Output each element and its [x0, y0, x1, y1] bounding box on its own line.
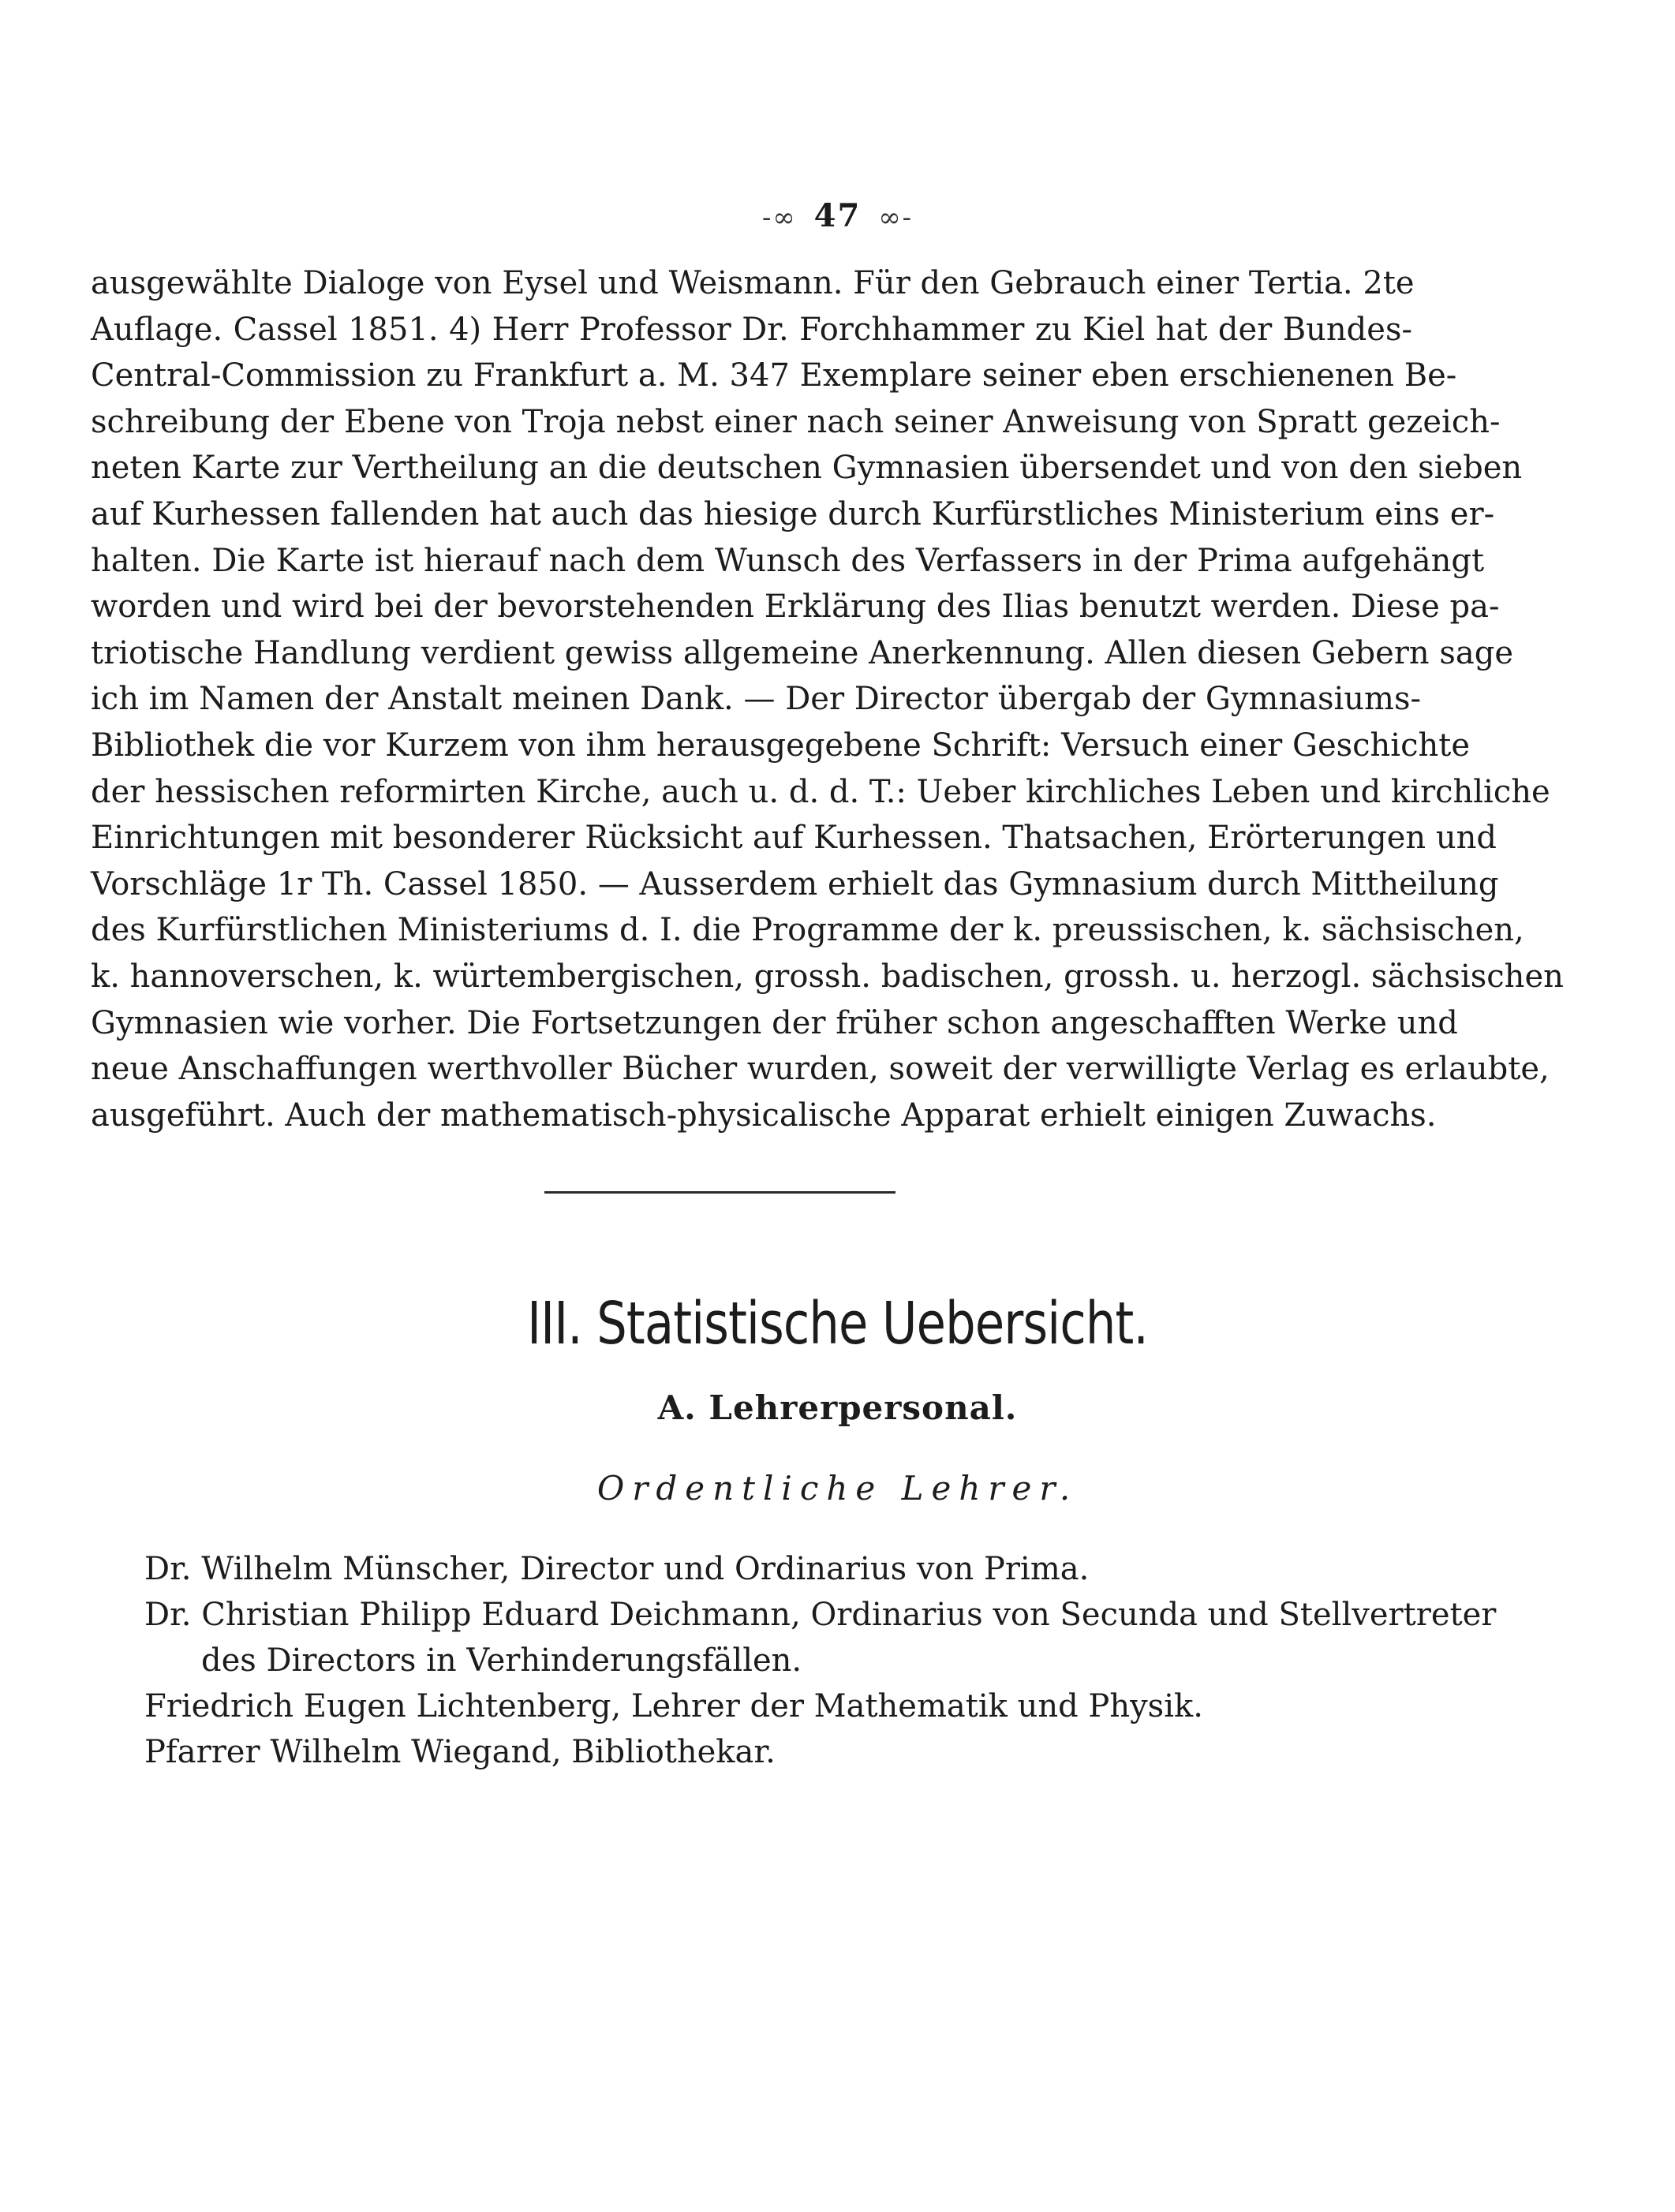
section-title: III. Statistische Uebersicht. [527, 1290, 1148, 1358]
staff-entry: Friedrich Eugen Lichtenberg, Lehrer der Mathematik und Physik. [144, 1688, 1203, 1724]
section-divider [544, 1191, 895, 1194]
body-paragraph [91, 260, 1564, 1138]
page-header [0, 197, 1675, 234]
subsection-heading: A. Lehrerpersonal. [657, 1388, 1018, 1427]
staff-entry: Dr. Wilhelm Münscher, Director und Ordinarius von Prima. [144, 1551, 1090, 1587]
text-line: ausgeführt. Auch der mathematisch-physicalische Apparat erhielt einigen Zuwachs. [91, 1097, 1437, 1134]
right-ornament-icon: ∞- [878, 202, 914, 234]
text-line: Vorschläge 1r Th. Cassel 1850. — Ausserdem erhielt das Gymnasium durch Mittheilung [91, 865, 1499, 902]
text-line: schreibung der Ebene von Troja nebst einer nach seiner Anweisung von Spratt gezeich- [91, 403, 1501, 440]
text-line: triotische Handlung verdient gewiss allgemeine Anerkennung. Allen diesen Gebern sage [91, 634, 1514, 671]
page-number: 47 [813, 197, 862, 234]
text-line: neten Karte zur Vertheilung an die deutschen Gymnasien übersendet und von den sieben [91, 450, 1523, 487]
text-line: neue Anschaffungen werthvoller Bücher wurden, soweit der verwilligte Verlag es erlaubte, [91, 1051, 1550, 1088]
text-line: des Kurfürstlichen Ministeriums d. I. die Programme der k. preussischen, k. sächsischen, [91, 912, 1524, 949]
category-heading: Ordentliche Lehrer. [596, 1469, 1079, 1508]
staff-entry: Dr. Christian Philipp Eduard Deichmann, Ordinarius von Secunda und Stellvertreter [144, 1597, 1497, 1633]
text-line: Gymnasien wie vorher. Die Fortsetzungen der früher schon angeschafften Werke und [91, 1004, 1458, 1041]
staff-entry: Pfarrer Wilhelm Wiegand, Bibliothekar. [144, 1734, 776, 1770]
staff-entry-continuation: des Directors in Verhinderungsfällen. [201, 1642, 802, 1679]
text-line: Central-Commission zu Frankfurt a. M. 347 Exemplare seiner eben erschienenen Be- [91, 357, 1457, 394]
text-line: ausgewählte Dialoge von Eysel und Weismann. Für den Gebrauch einer Tertia. 2te [91, 265, 1415, 301]
text-line: halten. Die Karte ist hierauf nach dem Wunsch des Verfassers in der Prima aufgehängt [91, 542, 1485, 579]
text-line: ich im Namen der Anstalt meinen Dank. — Der Director übergab der Gymnasiums- [91, 681, 1422, 718]
text-line: k. hannoverschen, k. würtembergischen, grossh. badischen, grossh. u. herzogl. sächsischen [91, 958, 1564, 995]
text-line: Auflage. Cassel 1851. 4) Herr Professor Dr. Forchhammer zu Kiel hat der Bundes- [91, 311, 1412, 348]
left-ornament-icon: -∞ [761, 202, 797, 234]
text-line: auf Kurhessen fallenden hat auch das hiesige durch Kurfürstliches Ministerium eins er- [91, 495, 1495, 532]
staff-list [144, 1546, 1497, 1775]
text-line: Bibliothek die vor Kurzem von ihm herausgegebene Schrift: Versuch einer Geschichte [91, 727, 1471, 764]
text-line: Einrichtungen mit besonderer Rücksicht auf Kurhessen. Thatsachen, Erörterungen und [91, 820, 1497, 857]
text-line: der hessischen reformirten Kirche, auch u. d. d. T.: Ueber kirchliches Leben und kirchliche [91, 773, 1550, 810]
text-line: worden und wird bei der bevorstehenden Erklärung des Ilias benutzt werden. Diese pa- [91, 588, 1500, 626]
